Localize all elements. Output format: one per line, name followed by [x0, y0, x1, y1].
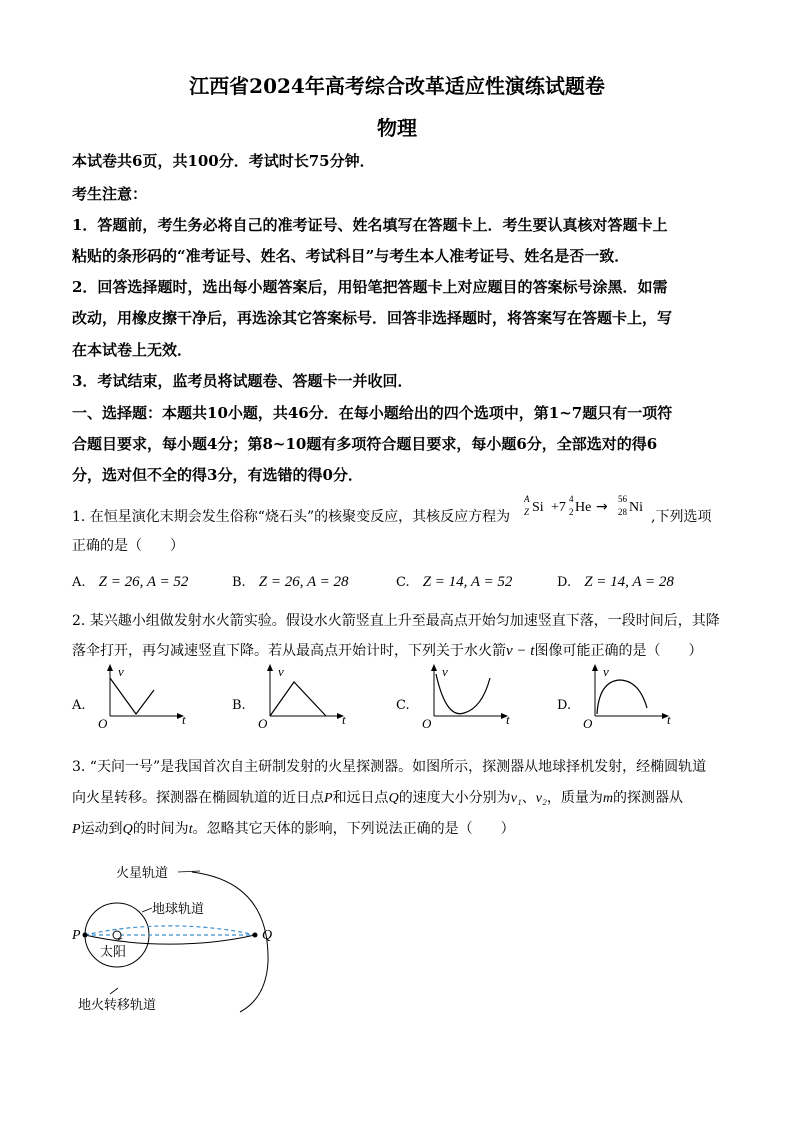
question-1-stem: 正确的是（ ）	[72, 538, 184, 554]
he-mass-number: 4	[569, 494, 574, 504]
option-letter: A.	[72, 698, 86, 713]
stem-text: 向火星转移。探测器在椭圆轨道的近日点	[72, 790, 324, 806]
question-2-stem: 2. 某兴趣小组做发射水火箭实验。假设水火箭竖直上升至最高点开始匀加速竖直下落，一段时间后，其降	[72, 613, 720, 629]
option-letter: A.	[72, 575, 86, 590]
plus-seven: +7	[551, 500, 566, 515]
option-text: Z = 26, A = 28	[258, 574, 349, 590]
sun-label: 太阳	[100, 945, 127, 960]
notice-line: 1．答题前，考生务必将自己的准考证号、姓名填写在答题卡上．考生要认真核对答题卡上	[72, 216, 668, 234]
he-symbol: He	[575, 500, 592, 515]
option-d	[557, 571, 674, 591]
exam-title: 江西省2024年高考综合改革适应性演练试题卷	[189, 74, 605, 98]
stem-text: 运动到	[80, 821, 123, 837]
q-point	[253, 933, 258, 938]
stem-text: 和远日点	[332, 790, 389, 806]
time-symbol: t	[188, 822, 193, 837]
nuclear-equation	[524, 496, 652, 522]
option-a	[72, 571, 188, 591]
option-b	[232, 571, 349, 591]
v-axis-label: v	[603, 664, 609, 679]
p-label: P	[72, 928, 81, 943]
ni-charge-number: 28	[618, 507, 627, 517]
mars-orbit-label: 火星轨道	[116, 866, 169, 881]
point-q: Q	[388, 791, 399, 806]
vt-graph-a	[100, 664, 192, 728]
question-3-stem	[72, 818, 515, 838]
ni-symbol: Ni	[629, 500, 643, 515]
notice-title: 考生注意：	[72, 185, 148, 203]
mass-symbol: m	[602, 791, 613, 806]
p-point	[83, 933, 88, 938]
section-heading: 一、选择题：本题共10小题，共46分．在每小题给出的四个选项中，第1~7题只有一项符	[72, 404, 673, 422]
graph-option-b	[232, 664, 352, 731]
t-axis-label: t	[506, 712, 510, 727]
t-axis-label: t	[182, 712, 186, 727]
v-axis-label: v	[278, 664, 284, 679]
graph-option-a	[72, 664, 192, 731]
he-charge-number: 2	[569, 507, 574, 517]
separator: 、	[521, 790, 536, 806]
transfer-orbit-label: 地火转移轨道	[78, 998, 157, 1013]
option-letter: B.	[232, 575, 246, 590]
v2-symbol: v₂	[535, 791, 547, 806]
vt-graph-b	[260, 664, 352, 728]
v-axis-label: v	[118, 664, 124, 679]
notice-line: 3．考试结束，监考员将试题卷、答题卡一并收回．	[72, 372, 413, 390]
t-axis-label: t	[667, 712, 671, 727]
option-letter: D.	[557, 575, 572, 590]
point-p: P	[72, 822, 81, 837]
mars-leader-line	[178, 871, 200, 872]
option-text: Z = 14, A = 52	[422, 574, 513, 590]
si-mass-number: A	[524, 494, 530, 504]
option-letter: C.	[396, 575, 410, 590]
stem-text: 的探测器从	[613, 790, 683, 806]
option-c	[396, 571, 512, 591]
point-p: P	[324, 791, 333, 806]
origin-label: O	[258, 716, 268, 731]
ni-mass-number: 56	[618, 494, 627, 504]
earth-orbit-label: 地球轨道	[152, 902, 205, 917]
orbit-figure	[70, 852, 290, 1018]
option-letter: B.	[232, 698, 246, 713]
option-text: Z = 26, A = 52	[98, 574, 189, 590]
v-axis-label: v	[442, 664, 448, 679]
section-heading: 分，选对但不全的得3分，有选错的得0分．	[72, 466, 363, 484]
question-2-stem	[72, 640, 702, 660]
origin-label: O	[98, 716, 108, 731]
option-text: Z = 14, A = 28	[584, 574, 674, 590]
stem-text: 图像可能正确的是（ ）	[534, 643, 703, 659]
arrow: →	[596, 499, 608, 515]
stem-text: 。忽略其它天体的影响，下列说法正确的是（ ）	[192, 821, 515, 837]
stem-text: 的速度大小分别为	[398, 790, 511, 806]
si-symbol: Si	[532, 500, 544, 515]
point-q: Q	[122, 822, 133, 837]
question-3-stem: 3. “天问一号”是我国首次自主研制发射的火星探测器。如图所示，探测器从地球择机发射，经椭圆轨道	[72, 759, 707, 775]
vt-graph-d	[585, 664, 677, 728]
v1-symbol: v₁	[510, 791, 522, 806]
q-label: Q	[262, 928, 273, 943]
vt-variable: v − t	[506, 643, 535, 659]
question-1-stem-end: ,下列选项	[651, 509, 712, 525]
notice-line: 在本试卷上无效．	[72, 341, 193, 359]
vt-graph-c	[424, 664, 516, 728]
notice-line: 2．回答选择题时，选出每小题答案后，用铅笔把答题卡上对应题目的答案标号涂黑．如需	[72, 278, 668, 296]
t-axis-label: t	[342, 712, 346, 727]
mars-orbit-arc	[192, 872, 268, 1012]
stem-text: 落伞打开，再匀减速竖直下降。若从最高点开始计时，下列关于水火箭	[72, 643, 506, 659]
question-1-stem: 1. 在恒星演化末期会发生俗称“烧石头”的核聚变反应，其核反应方程为	[72, 509, 511, 525]
si-charge-number: Z	[524, 507, 530, 517]
notice-line: 改动，用橡皮擦干净后，再选涂其它答案标号．回答非选择题时，将答案写在答题卡上，写	[72, 309, 673, 327]
graph-option-d	[557, 664, 677, 731]
question-3-stem	[72, 787, 683, 807]
option-letter: C.	[396, 698, 410, 713]
section-heading: 合题目要求，每小题4分；第8~10题有多项符合题目要求，每小题6分，全部选对的得6	[72, 435, 658, 453]
sun-marker	[113, 931, 121, 939]
stem-text: 的时间为	[132, 821, 189, 837]
exam-summary: 本试卷共6页，共100分．考试时长75分钟．	[72, 152, 375, 170]
earth-leader-line	[142, 908, 152, 912]
option-letter: D.	[557, 698, 572, 713]
notice-line: 粘贴的条形码的“准考证号、姓名、考试科目”与考生本人准考证号、姓名是否一致．	[72, 247, 630, 265]
subject-title: 物理	[377, 116, 417, 140]
origin-label: O	[422, 716, 432, 731]
stem-text: ，质量为	[546, 790, 603, 806]
origin-label: O	[583, 716, 593, 731]
graph-option-c	[396, 664, 516, 731]
transfer-orbit-dashed	[85, 926, 255, 935]
